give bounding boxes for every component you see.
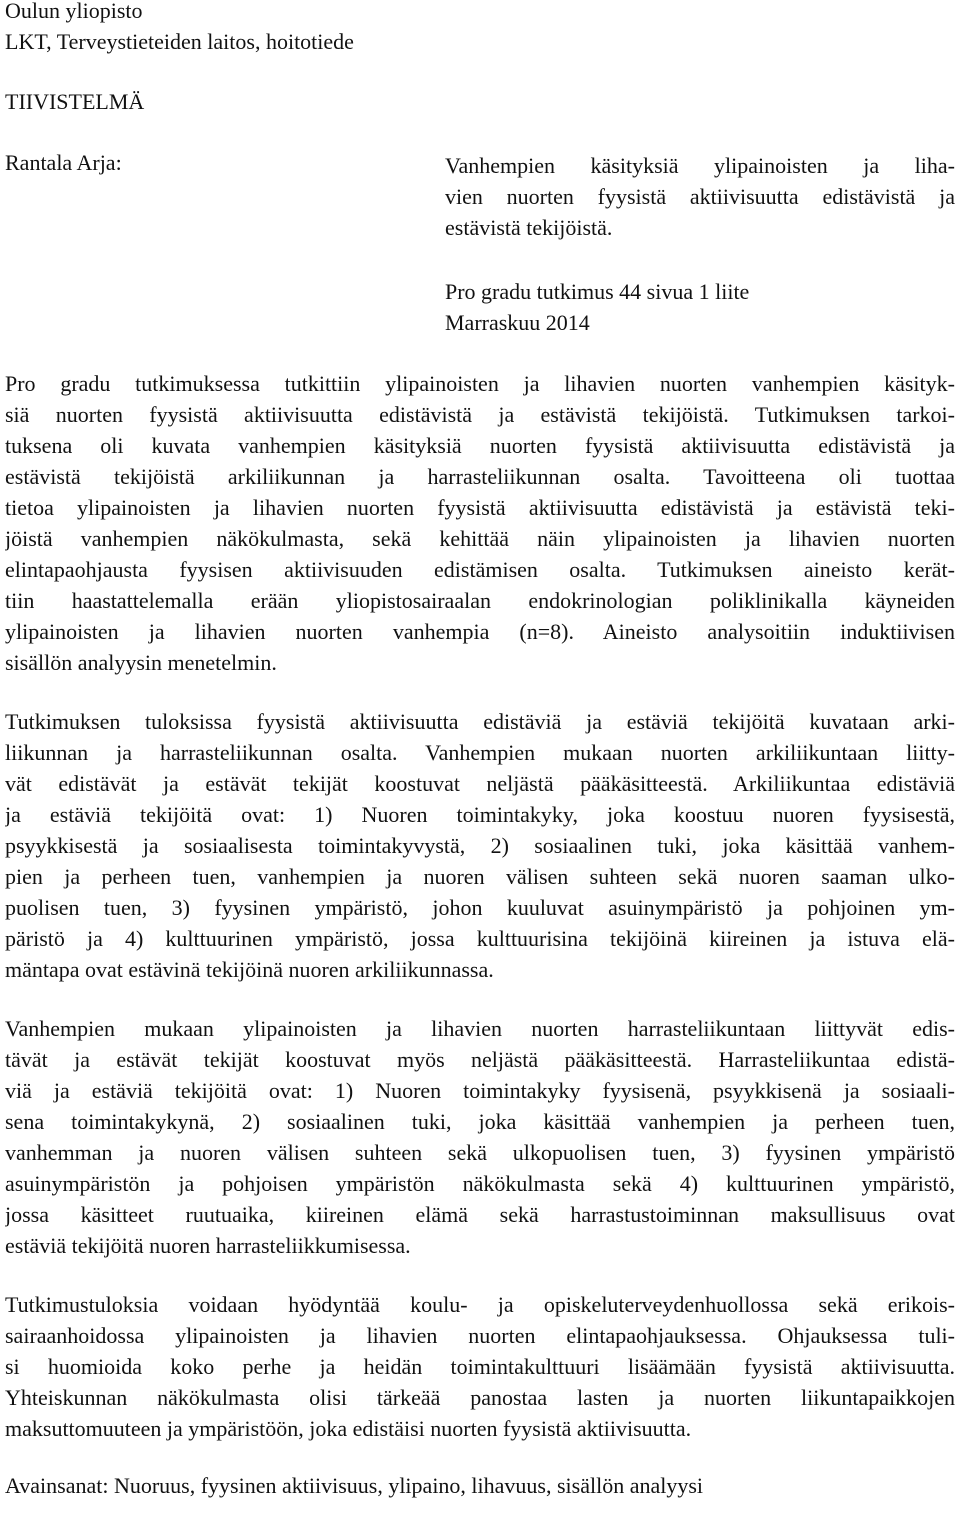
paragraph-line: Vanhempien mukaan ylipainoisten ja lihavien nuorten harrasteliikuntaan liittyvät edis- [5,1016,955,1041]
paragraph-line: psyykkisestä ja sosiaalisesta toimintakyvystä, 2) sosiaalinen tuki, joka käsittää vanhem- [5,833,955,858]
paragraph-line: siä nuorten fyysistä aktiivisuutta edistävistä ja estävistä tekijöistä. Tutkimuksen tarkoi- [5,402,955,427]
paragraph-line: Tutkimuksen tuloksissa fyysistä aktiivisuutta edistäviä ja estäviä tekijöitä kuvataan arki- [5,709,955,734]
paragraph-line: vanhemman ja nuoren välisen suhteen sekä ulkopuolisen tuen, 3) fyysinen ympäristö [5,1140,955,1165]
section-title: TIIVISTELMÄ [5,89,145,114]
author-label: Rantala Arja: [5,150,122,175]
paragraph-line: asuinympäristön ja pohjoisen ympäristön näkökulmasta sekä 4) kulttuurinen ympäristö, [5,1171,955,1196]
thesis-meta-line: Marraskuu 2014 [445,310,590,335]
thesis-title [445,150,955,243]
paragraph-line: elintapaohjausta fyysisen aktiivisuuden edistämisen osalta. Tutkimuksen aineisto kerät- [5,557,955,582]
paragraph-line: vät edistävät ja estävät tekijät koostuvat neljästä pääkäsitteestä. Arkiliikuntaa edistäviä [5,771,955,796]
paragraph-line: si huomioida koko perhe ja heidän toimintakulttuuri lisäämään fyysistä aktiivisuutta. [5,1354,955,1379]
paragraph-line: sisällön analyysin menetelmin. [5,650,277,675]
paragraph-line: ylipainoisten ja lihavien nuorten vanhempia (n=8). Aineisto analysoitiin induktiivisen [5,619,955,644]
paragraph-line: ja estäviä tekijöitä ovat: 1) Nuoren toimintakyky, joka koostuu nuoren fyysisestä, [5,802,955,827]
paragraph-line: tiin haastattelemalla erään yliopistosairaalan endokrinologian poliklinikalla käyneiden [5,588,955,613]
university-name: Oulun yliopisto [5,0,143,23]
thesis-title-line: estävistä tekijöistä. [445,215,613,240]
abstract-paragraph-3 [5,1013,955,1261]
paragraph-line: puolisen tuen, 3) fyysinen ympäristö, johon kuuluvat asuinympäristö ja pohjoinen ym- [5,895,955,920]
thesis-title-line: vien nuorten fyysistä aktiivisuutta edistävistä ja [445,184,955,209]
paragraph-line: maksuttomuuteen ja ympäristöön, joka edistäisi nuorten fyysistä aktiivisuutta. [5,1416,692,1441]
paragraph-line: päristö ja 4) kulttuurinen ympäristö, jossa kulttuurisina tekijöinä kiireinen ja istuva elä- [5,926,955,951]
paragraph-line: jossa käsitteet ruutuaika, kiireinen elämä sekä harrastustoiminnan maksullisuus ovat [5,1202,955,1227]
abstract-paragraph-2 [5,706,955,985]
paragraph-line: viä ja estäviä tekijöitä ovat: 1) Nuoren toimintakyky fyysisenä, psyykkisenä ja sosiaali- [5,1078,955,1103]
paragraph-line: pien ja perheen tuen, vanhempien ja nuoren välisen suhteen sekä nuoren saaman ulko- [5,864,955,889]
paragraph-line: tävät ja estävät tekijät koostuvat myös neljästä pääkäsitteestä. Harrasteliikuntaa edistä- [5,1047,955,1072]
department-name: LKT, Terveystieteiden laitos, hoitotiede [5,29,354,54]
abstract-paragraph-1 [5,368,955,678]
abstract-paragraph-4 [5,1289,955,1444]
paragraph-line: Pro gradu tutkimuksessa tutkittiin ylipainoisten ja lihavien nuorten vanhempien käsityk- [5,371,955,396]
paragraph-line: sena toimintakykynä, 2) sosiaalinen tuki, joka käsittää vanhempien ja perheen tuen, [5,1109,955,1134]
paragraph-line: jöistä vanhempien näkökulmasta, sekä kehittää näin ylipainoisten ja lihavien nuorten [5,526,955,551]
paragraph-line: tietoa ylipainoisten ja lihavien nuorten fyysistä aktiivisuutta edistävistä ja estävistä teki- [5,495,955,520]
keywords: Avainsanat: Nuoruus, fyysinen aktiivisuus, ylipaino, lihavuus, sisällön analyysi [5,1473,704,1498]
paragraph-line: mäntapa ovat estävinä tekijöinä nuoren arkiliikunnassa. [5,957,494,982]
paragraph-line: Yhteiskunnan näkökulmasta olisi tärkeää panostaa lasten ja nuorten liikuntapaikkojen [5,1385,955,1410]
thesis-meta-line: Pro gradu tutkimus 44 sivua 1 liite [445,279,750,304]
paragraph-line: estävistä tekijöistä arkiliikunnan ja harrasteliikunnan osalta. Tavoitteena oli tuottaa [5,464,955,489]
paragraph-line: liikunnan ja harrasteliikunnan osalta. Vanhempien mukaan nuorten arkiliikuntaan liitty- [5,740,955,765]
paragraph-line: estäviä tekijöitä nuoren harrasteliikkumisessa. [5,1233,411,1258]
paragraph-line: Tutkimustuloksia voidaan hyödyntää koulu- ja opiskeluterveydenhuollossa sekä erikois- [5,1292,955,1317]
thesis-meta [445,276,955,338]
paragraph-line: tuksena oli kuvata vanhempien käsityksiä nuorten fyysistä aktiivisuutta edistävistä ja [5,433,955,458]
thesis-title-line: Vanhempien käsityksiä ylipainoisten ja liha- [445,153,955,178]
paragraph-line: sairaanhoidossa ylipainoisten ja lihavien nuorten elintapaohjauksessa. Ohjauksessa tuli- [5,1323,955,1348]
